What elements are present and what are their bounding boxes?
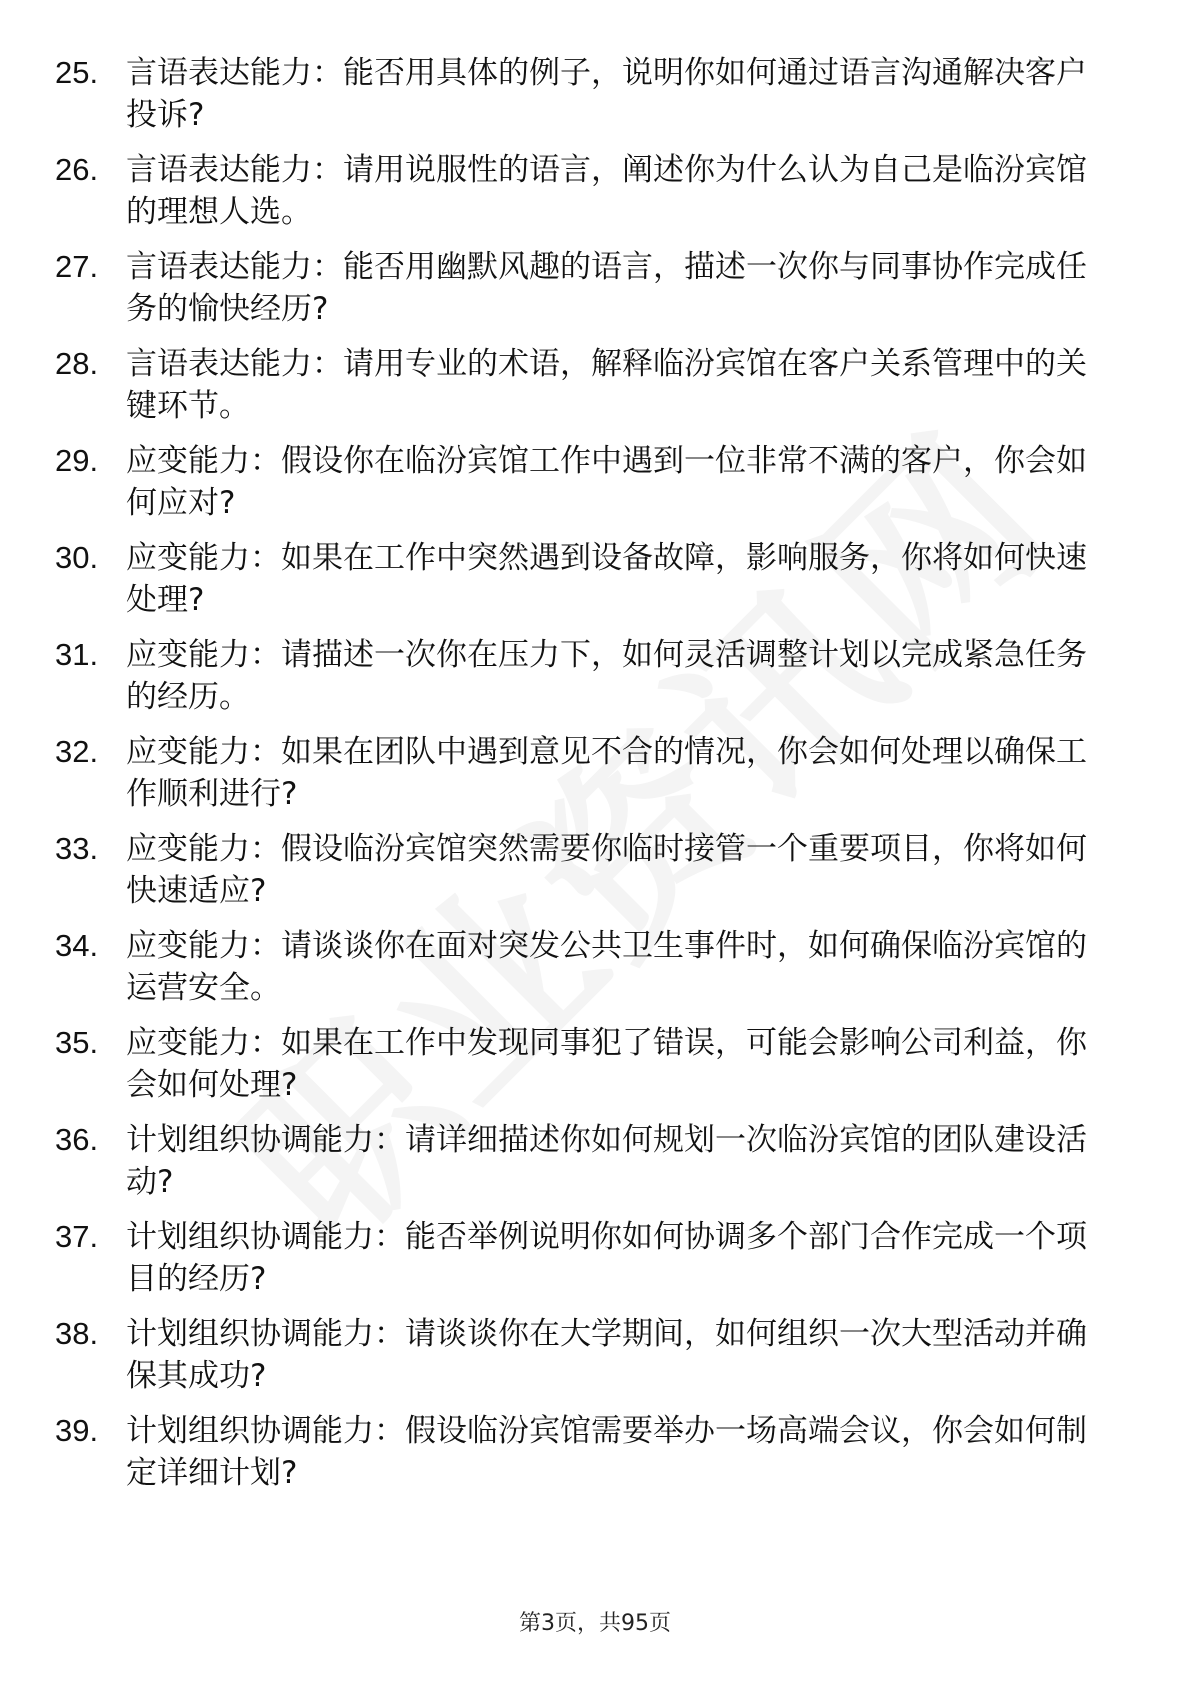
question-item bbox=[55, 246, 1115, 343]
question-item bbox=[55, 1313, 1115, 1410]
question-text: 应变能力：假设临汾宾馆突然需要你临时接管一个重要项目，你将如何快速适应? bbox=[126, 831, 1087, 909]
question-number: 33. bbox=[55, 831, 99, 866]
question-item bbox=[55, 52, 1115, 149]
question-text: 应变能力：如果在工作中突然遇到设备故障，影响服务，你将如何快速处理? bbox=[126, 540, 1087, 618]
question-number: 28. bbox=[55, 346, 99, 381]
question-number: 27. bbox=[55, 249, 99, 284]
question-number: 35. bbox=[55, 1025, 99, 1060]
question-number: 26. bbox=[55, 152, 99, 187]
question-text: 应变能力：如果在工作中发现同事犯了错误，可能会影响公司利益，你会如何处理? bbox=[126, 1025, 1087, 1103]
question-text: 应变能力：请谈谈你在面对突发公共卫生事件时，如何确保临汾宾馆的运营安全。 bbox=[126, 928, 1087, 1006]
question-number: 38. bbox=[55, 1316, 99, 1351]
page-number: 第3页，共95页 bbox=[519, 1611, 671, 1636]
question-item bbox=[55, 1216, 1115, 1313]
question-text: 计划组织协调能力：请谈谈你在大学期间，如何组织一次大型活动并确保其成功? bbox=[126, 1316, 1087, 1394]
question-item bbox=[55, 634, 1115, 731]
question-number: 25. bbox=[55, 55, 99, 90]
question-item bbox=[55, 149, 1115, 246]
question-text: 言语表达能力：能否用具体的例子，说明你如何通过语言沟通解决客户投诉? bbox=[126, 55, 1087, 133]
question-number: 29. bbox=[55, 443, 99, 478]
question-item bbox=[55, 537, 1115, 634]
question-item bbox=[55, 343, 1115, 440]
question-text: 应变能力：假设你在临汾宾馆工作中遇到一位非常不满的客户，你会如何应对? bbox=[126, 443, 1087, 521]
question-item bbox=[55, 1119, 1115, 1216]
question-list bbox=[55, 52, 1115, 1507]
question-item bbox=[55, 440, 1115, 537]
question-number: 30. bbox=[55, 540, 99, 575]
question-text: 言语表达能力：能否用幽默风趣的语言，描述一次你与同事协作完成任务的愉快经历? bbox=[126, 249, 1087, 327]
question-item bbox=[55, 731, 1115, 828]
question-text: 计划组织协调能力：能否举例说明你如何协调多个部门合作完成一个项目的经历? bbox=[126, 1219, 1087, 1297]
question-number: 39. bbox=[55, 1413, 99, 1448]
question-item bbox=[55, 1022, 1115, 1119]
question-number: 37. bbox=[55, 1219, 99, 1254]
question-item bbox=[55, 1410, 1115, 1507]
question-text: 言语表达能力：请用说服性的语言，阐述你为什么认为自己是临汾宾馆的理想人选。 bbox=[126, 152, 1087, 230]
question-text: 计划组织协调能力：请详细描述你如何规划一次临汾宾馆的团队建设活动? bbox=[126, 1122, 1087, 1200]
question-number: 36. bbox=[55, 1122, 99, 1157]
question-item bbox=[55, 925, 1115, 1022]
question-item bbox=[55, 828, 1115, 925]
question-text: 言语表达能力：请用专业的术语，解释临汾宾馆在客户关系管理中的关键环节。 bbox=[126, 346, 1087, 424]
question-number: 31. bbox=[55, 637, 99, 672]
question-text: 应变能力：如果在团队中遇到意见不合的情况，你会如何处理以确保工作顺利进行? bbox=[126, 734, 1087, 812]
question-text: 计划组织协调能力：假设临汾宾馆需要举办一场高端会议，你会如何制定详细计划? bbox=[126, 1413, 1087, 1491]
question-number: 32. bbox=[55, 734, 99, 769]
question-number: 34. bbox=[55, 928, 99, 963]
question-text: 应变能力：请描述一次你在压力下，如何灵活调整计划以完成紧急任务的经历。 bbox=[126, 637, 1087, 715]
